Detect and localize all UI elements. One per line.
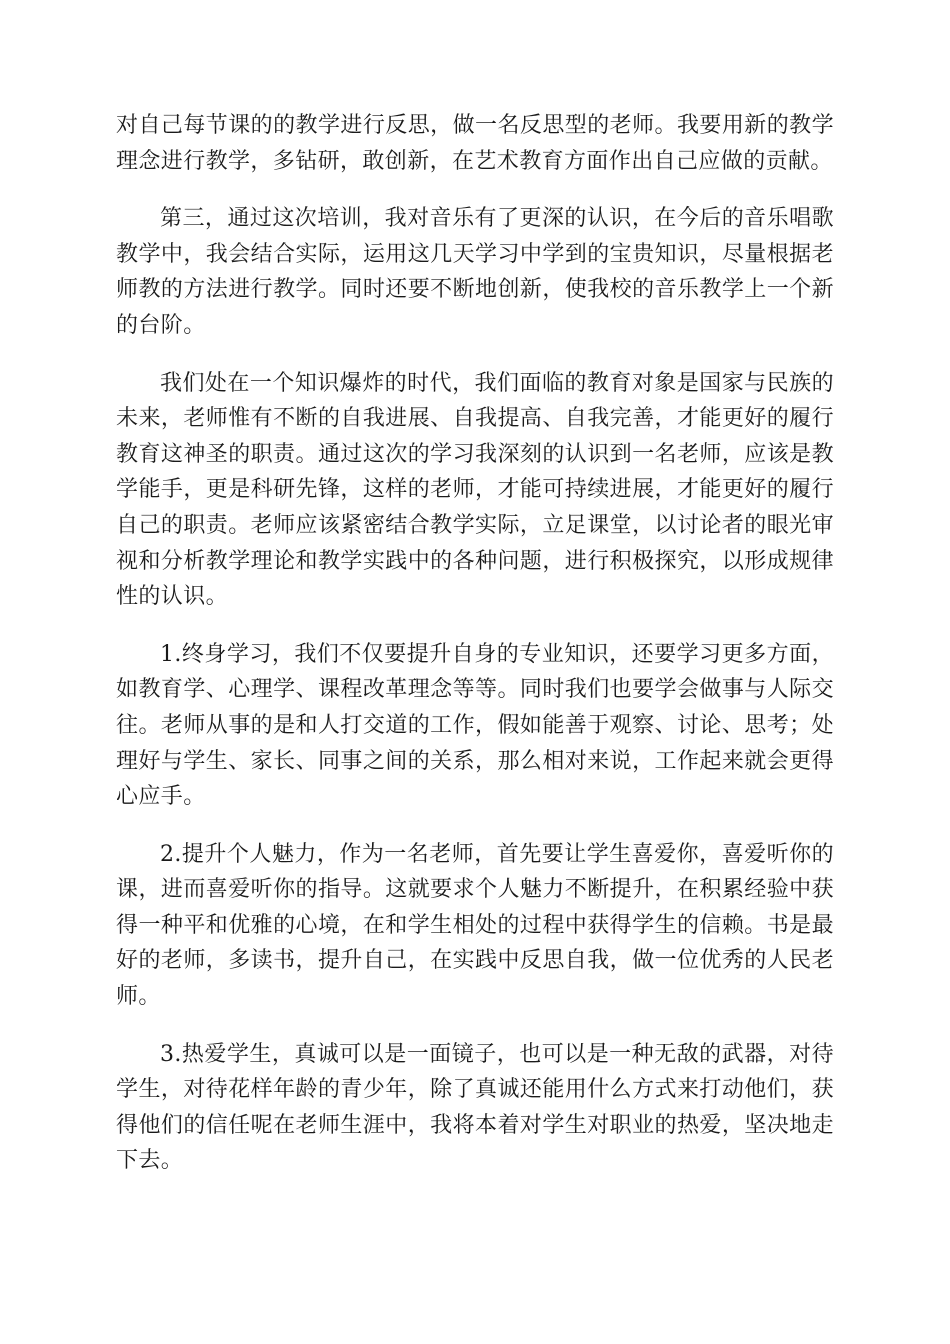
paragraph-continuation: 对自己每节课的的教学进行反思，做一名反思型的老师。我要用新的教学理念进行教学，多钻研，敢创新，在艺术教育方面作出自己应做的贡献。 <box>116 113 834 174</box>
paragraph-third-point: 第三，通过这次培训，我对音乐有了更深的认识，在今后的音乐唱歌教学中，我会结合实际，运用这几天学习中学到的宝贵知识，尽量根据老师教的方法进行教学。同时还要不断地创新，使我校的音乐教学上一个新的台阶。 <box>116 206 834 338</box>
paragraph-love-students: 3.热爱学生，真诚可以是一面镜子，也可以是一种无敌的武器，对待学生，对待花样年龄的青少年，除了真诚还能用什么方式来打动他们，获得他们的信任呢在老师生涯中，我将本着对学生对职业的热爱，坚决地走下去。 <box>116 1041 834 1174</box>
paragraph-lifelong-learning: 1.终身学习，我们不仅要提升自身的专业知识，还要学习更多方面，如教育学、心理学、课程改革理念等等。同时我们也要学会做事与人际交往。老师从事的是和人打交道的工作，假如能善于观察、讨论、思考；处理好与学生、家长、同事之间的关系，那么相对来说，工作起来就会更得心应手。 <box>116 641 834 810</box>
document-body <box>116 108 834 1201</box>
paragraph-personal-charm: 2.提升个人魅力，作为一名老师，首先要让学生喜爱你，喜爱听你的课，进而喜爱听你的指导。这就要求个人魅力不断提升，在积累经验中获得一种平和优雅的心境，在和学生相处的过程中获得学生的信赖。书是最好的老师，多读书，提升自己，在实践中反思自我，做一位优秀的人民老师。 <box>116 841 834 1010</box>
paragraph-knowledge-era: 我们处在一个知识爆炸的时代，我们面临的教育对象是国家与民族的未来，老师惟有不断的自我进展、自我提高、自我完善，才能更好的履行教育这神圣的职责。通过这次的学习我深刻的认识到一名老师，应该是教学能手，更是科研先锋，这样的老师，才能可持续进展，才能更好的履行自己的职责。老师应该紧密结合教学实际，立足课堂，以讨论者的眼光审视和分析教学理论和教学实践中的各种问题，进行积极探究，以形成规律性的认识。 <box>116 370 834 610</box>
